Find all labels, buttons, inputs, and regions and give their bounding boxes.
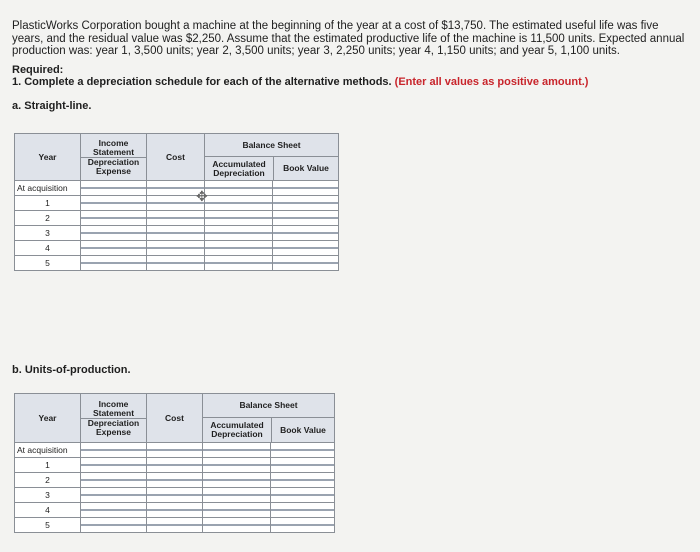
cost-input-cell [147, 503, 203, 518]
year-cell: 5 [15, 518, 81, 533]
year-cell: 4 [15, 241, 81, 256]
accumulated-depreciation-input-cell [205, 226, 273, 241]
table-row [15, 241, 339, 256]
cost-input[interactable] [147, 232, 204, 234]
book-value-input-cell [273, 196, 339, 211]
book-value-input-cell [271, 518, 335, 533]
required-heading: Required: [12, 64, 64, 76]
book-value-input[interactable] [273, 202, 338, 204]
accumulated-depreciation-input-cell [203, 458, 271, 473]
header-balance-sheet: Balance Sheet Accumulated Depreciation Book Value [205, 134, 339, 181]
accumulated-depreciation-input[interactable] [203, 524, 270, 526]
accumulated-depreciation-input-cell [205, 196, 273, 211]
accumulated-depreciation-input-cell [203, 488, 271, 503]
depreciation-expense-input[interactable] [81, 494, 146, 496]
book-value-input-cell [273, 226, 339, 241]
depreciation-expense-input-cell [81, 211, 147, 226]
header-income-statement: Income Statement Depreciation Expense [81, 394, 147, 443]
depreciation-expense-input[interactable] [81, 509, 146, 511]
book-value-input[interactable] [273, 217, 338, 219]
accumulated-depreciation-input-cell [203, 473, 271, 488]
header-year: Year [15, 394, 81, 443]
cost-input[interactable] [147, 449, 202, 451]
depreciation-expense-input[interactable] [81, 187, 146, 189]
book-value-input-cell [271, 473, 335, 488]
table-row [15, 458, 335, 473]
problem-statement: PlasticWorks Corporation bought a machine at the beginning of the year at a cost of $13,750. The estimated useful life was five years, and the residual value was $2,250. Assume that the estimated productive life of the machine is 11,500 units. Expected annual production was: year 1, 3,500 units; year 2, 3,500 units; year 3, 2,250 units; year 4, 1,150 units; and year 5, 1,100 units. [12, 20, 685, 57]
cost-input[interactable] [147, 247, 204, 249]
depreciation-expense-input-cell [81, 241, 147, 256]
cost-input[interactable] [147, 479, 202, 481]
accumulated-depreciation-input[interactable] [203, 464, 270, 466]
book-value-input[interactable] [273, 232, 338, 234]
book-value-input[interactable] [271, 449, 334, 451]
year-cell: At acquisition [15, 181, 81, 196]
cost-input-cell [147, 443, 203, 458]
depreciation-expense-input-cell [81, 196, 147, 211]
table-row [15, 503, 335, 518]
cost-input-cell [147, 256, 205, 271]
book-value-input[interactable] [273, 247, 338, 249]
header-income-statement: Income Statement Depreciation Expense [81, 134, 147, 181]
header-cost: Cost [147, 394, 203, 443]
depreciation-expense-input-cell [81, 443, 147, 458]
depreciation-expense-input[interactable] [81, 217, 146, 219]
required-note: (Enter all values as positive amount.) [394, 76, 589, 88]
year-cell: 2 [15, 211, 81, 226]
cost-input-cell [147, 488, 203, 503]
book-value-input[interactable] [271, 464, 334, 466]
book-value-input-cell [271, 503, 335, 518]
table-row [15, 256, 339, 271]
cost-input-cell [147, 226, 205, 241]
accumulated-depreciation-input-cell [203, 518, 271, 533]
section-a-label: a. Straight-line. [12, 100, 92, 112]
book-value-input-cell [273, 211, 339, 226]
accumulated-depreciation-input[interactable] [203, 479, 270, 481]
cost-input-cell [147, 211, 205, 226]
depreciation-expense-input-cell [81, 518, 147, 533]
accumulated-depreciation-input[interactable] [205, 247, 272, 249]
year-cell: 3 [15, 488, 81, 503]
accumulated-depreciation-input[interactable] [205, 217, 272, 219]
units-of-production-table [14, 393, 335, 533]
accumulated-depreciation-input[interactable] [205, 202, 272, 204]
accumulated-depreciation-input-cell [203, 443, 271, 458]
depreciation-expense-input-cell [81, 226, 147, 241]
book-value-input-cell [273, 181, 339, 196]
table-row [15, 181, 339, 196]
accumulated-depreciation-input[interactable] [203, 449, 270, 451]
depreciation-expense-input-cell [81, 181, 147, 196]
depreciation-expense-input[interactable] [81, 524, 146, 526]
book-value-input-cell [271, 458, 335, 473]
table-row [15, 211, 339, 226]
cost-input-cell [147, 473, 203, 488]
book-value-input[interactable] [271, 509, 334, 511]
cost-input[interactable] [147, 217, 204, 219]
accumulated-depreciation-input-cell [205, 256, 273, 271]
depreciation-expense-input[interactable] [81, 232, 146, 234]
accumulated-depreciation-input[interactable] [203, 494, 270, 496]
depreciation-expense-input[interactable] [81, 202, 146, 204]
depreciation-expense-input-cell [81, 488, 147, 503]
cost-input-cell [147, 518, 203, 533]
accumulated-depreciation-input[interactable] [203, 509, 270, 511]
book-value-input[interactable] [271, 494, 334, 496]
cost-input[interactable] [147, 464, 202, 466]
accumulated-depreciation-input[interactable] [205, 232, 272, 234]
table-row [15, 196, 339, 211]
year-cell: 5 [15, 256, 81, 271]
year-cell: 4 [15, 503, 81, 518]
table-row [15, 518, 335, 533]
accumulated-depreciation-input-cell [205, 211, 273, 226]
depreciation-expense-input[interactable] [81, 464, 146, 466]
accumulated-depreciation-input[interactable] [205, 187, 272, 189]
table-row [15, 443, 335, 458]
book-value-input-cell [273, 256, 339, 271]
depreciation-expense-input[interactable] [81, 247, 146, 249]
required-instruction [12, 76, 588, 88]
book-value-input-cell [273, 241, 339, 256]
book-value-input[interactable] [273, 187, 338, 189]
table-row [15, 488, 335, 503]
accumulated-depreciation-input-cell [205, 181, 273, 196]
table-row [15, 226, 339, 241]
book-value-input-cell [271, 443, 335, 458]
depreciation-expense-input-cell [81, 256, 147, 271]
depreciation-expense-input-cell [81, 458, 147, 473]
depreciation-expense-input-cell [81, 473, 147, 488]
header-year: Year [15, 134, 81, 181]
cursor-icon: ✥ [196, 188, 208, 204]
year-cell: 1 [15, 196, 81, 211]
book-value-input[interactable] [271, 524, 334, 526]
cost-input-cell [147, 458, 203, 473]
straight-line-table [14, 133, 339, 271]
required-line: 1. Complete a depreciation schedule for each of the alternative methods. [12, 76, 392, 88]
accumulated-depreciation-input-cell [205, 241, 273, 256]
book-value-input[interactable] [273, 262, 338, 264]
book-value-input[interactable] [271, 479, 334, 481]
year-cell: 2 [15, 473, 81, 488]
depreciation-expense-input[interactable] [81, 449, 146, 451]
header-balance-sheet: Balance Sheet Accumulated Depreciation Book Value [203, 394, 335, 443]
cost-input[interactable] [147, 524, 202, 526]
accumulated-depreciation-input-cell [203, 503, 271, 518]
year-cell: 1 [15, 458, 81, 473]
depreciation-expense-input[interactable] [81, 262, 146, 264]
accumulated-depreciation-input[interactable] [205, 262, 272, 264]
cost-input[interactable] [147, 494, 202, 496]
section-b-label: b. Units-of-production. [12, 364, 131, 376]
table-row [15, 473, 335, 488]
depreciation-expense-input-cell [81, 503, 147, 518]
year-cell: 3 [15, 226, 81, 241]
year-cell: At acquisition [15, 443, 81, 458]
depreciation-expense-input[interactable] [81, 479, 146, 481]
header-cost: Cost [147, 134, 205, 181]
cost-input[interactable] [147, 262, 204, 264]
cost-input-cell [147, 241, 205, 256]
book-value-input-cell [271, 488, 335, 503]
cost-input[interactable] [147, 509, 202, 511]
